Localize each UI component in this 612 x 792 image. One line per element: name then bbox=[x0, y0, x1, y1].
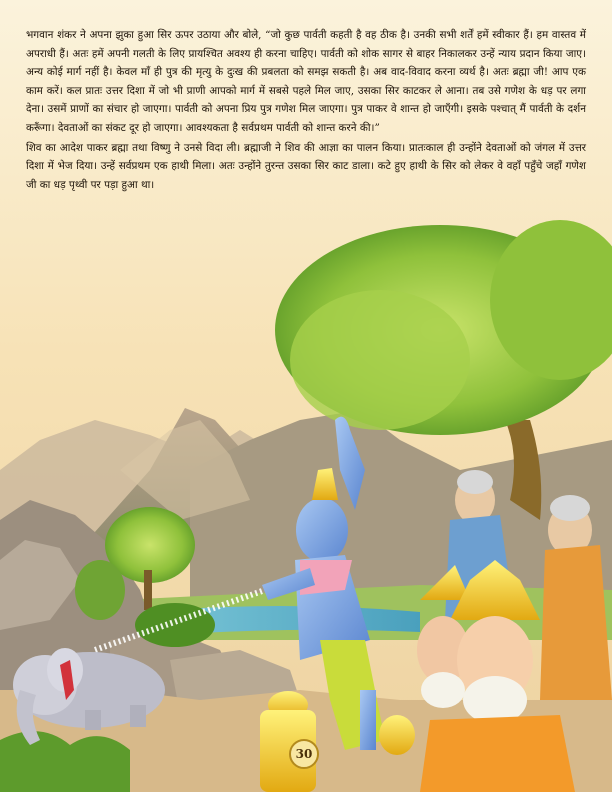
bush-small bbox=[75, 560, 125, 620]
story-paragraph-2: शिव का आदेश पाकर ब्रह्मा तथा विष्णु ने उनसे विदा ली। ब्रह्माजी ने शिव की आज्ञा का पालन किया। प्रातःकाल ही उन्होंने देवताओं को जंगल में उत्तर दिशा में भेज दिया। उन्हें सर्वप्रथम एक हाथी मिला। अतः उन्होंने तुरन्त उसका सिर काट डाला। कटे हुए हाथी के सिर को लेकर वे वहाँ पहुँचे जहाँ गणेश जी का धड़ पृथ्वी पर पड़ा हुआ था। bbox=[26, 141, 586, 191]
story-paragraph-1: भगवान शंकर ने अपना झुका हुआ सिर ऊपर उठाया और बोले, “जो कुछ पार्वती कहती है वह ठीक है। उनकी सभी शर्तें हमें स्वीकार हैं। हम वास्तव में अपराधी हैं। अतः हमें अपनी गलती के लिए प्रायश्चित अवश्य ही करना चाहिए। पार्वती को शोक सागर से बाहर निकालकर उन्हें न्याय प्रदान किया जाए। अन्य कोई मार्ग नहीं है। केवल माँ ही पुत्र की मृत्यु के दुःख की प्रबलता को समझ सकती है। अब वाद-विवाद करना व्यर्थ है। अतः ब्रह्मा जी! आप एक काम करें। कल प्रातः उत्तर दिशा में जो भी प्राणी आपको मार्ग में सबसे पहले मिल जाए, उसका सिर काटकर ले आना। तब उसे गणेश के धड़ पर लगा देना। उसमें प्राणों का संचार हो जाएगा। पार्वती को अपना प्रिय पुत्र गणेश मिल जाएगा। पुत्र पाकर वे शान्त हो जाएँगी। इसके पश्चात् मैं पार्वती के दर्शन करूँगा। देवताओं का संकट दूर हो जाएगा। आवश्यकता है सर्वप्रथम पार्वती को शान्त करने की।” bbox=[26, 29, 586, 134]
story-text bbox=[26, 26, 586, 194]
bush-tree-trunk bbox=[144, 570, 152, 610]
page-number: 30 bbox=[289, 739, 319, 769]
big-tree-canopy-highlight bbox=[290, 290, 470, 430]
